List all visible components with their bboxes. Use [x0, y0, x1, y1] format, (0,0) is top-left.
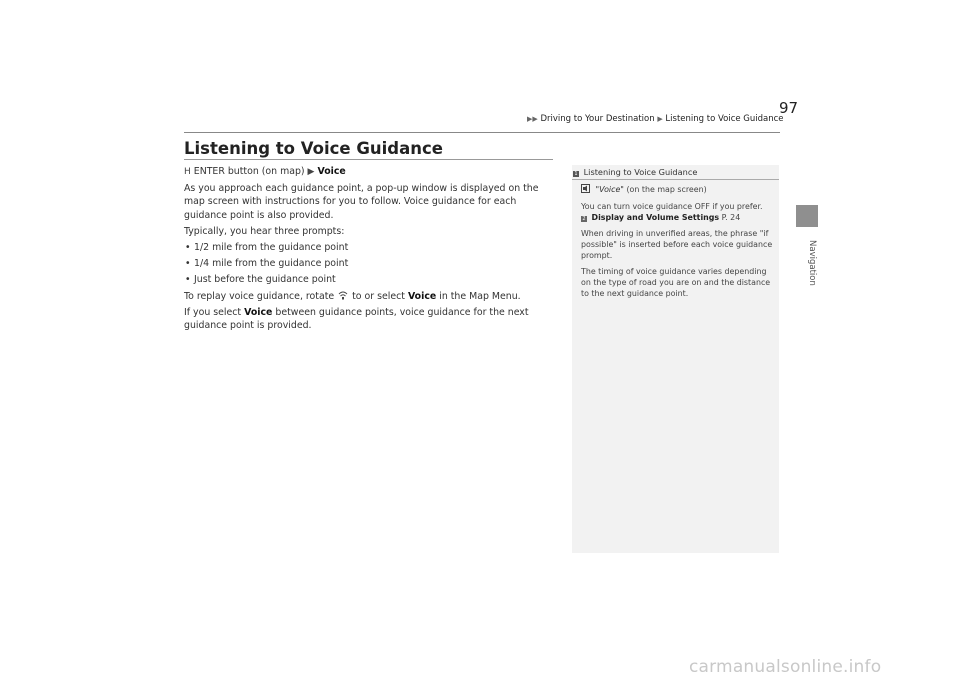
replay-paragraph [184, 290, 552, 303]
voice-label: Voice [407, 290, 437, 302]
settings-link-page[interactable]: P. 24 [721, 213, 741, 222]
section-tab-marker [796, 205, 818, 227]
paragraph: As you approach each guidance point, a pop-up window is displayed on the map screen with instructions for you to follow. Voice guidance for each guidance point is also provided. [184, 183, 539, 221]
sidebar-note-text: You can turn voice guidance OFF if you prefer. [581, 202, 763, 211]
page-title: Listening to Voice Guidance [184, 139, 443, 158]
page-number: 97 [779, 99, 799, 117]
main-content [184, 165, 552, 335]
sidebar-note: The timing of voice guidance varies depending on the type of road you are on and the distance to the next guidance point. [581, 267, 771, 298]
list-item: • 1/4 mile from the guidance point [184, 257, 552, 270]
section-tab-label: Navigation [807, 240, 817, 286]
interface-dial-icon [338, 290, 348, 300]
settings-link[interactable]: Display and Volume Settings [591, 213, 720, 222]
heading-rule [184, 159, 553, 160]
note-marker-icon: 1 [574, 171, 578, 177]
replay-text: to or select [352, 290, 405, 302]
nav-target: Voice [317, 166, 346, 177]
title-rule [184, 132, 780, 133]
nav-path [184, 165, 552, 179]
paragraph: Typically, you hear three prompts: [184, 225, 345, 237]
breadcrumb [527, 114, 784, 124]
replay-text: To replay voice guidance, rotate [184, 290, 335, 302]
sidebar-title: Listening to Voice Guidance [583, 167, 698, 177]
breadcrumb-arrow-icon: ▶ [657, 115, 663, 123]
talk-button-icon [581, 184, 590, 193]
breadcrumb-item[interactable]: Driving to Your Destination [540, 114, 655, 124]
arrow-right-icon: ▶ [307, 167, 315, 177]
section-tab-label-wrap [780, 232, 834, 286]
reference-arrow-icon: 2 [582, 216, 586, 222]
voice-label: Voice [244, 306, 273, 318]
voice-note: (on the map screen) [626, 185, 707, 194]
prompt-list [184, 241, 552, 287]
nav-prefix: ENTER button (on map) [193, 166, 305, 177]
sidebar-note [581, 201, 773, 223]
sidebar-header [572, 165, 779, 180]
watermark: carmanualsonline.info [689, 657, 882, 677]
breadcrumb-item[interactable]: Listening to Voice Guidance [665, 114, 784, 124]
sidebar-note: When driving in unverified areas, the phrase "if possible" is inserted before each voice guidance prompt. [581, 229, 773, 260]
sidebar-body [581, 184, 773, 304]
voice-command-line [581, 184, 773, 195]
select-paragraph [184, 306, 552, 332]
voice-command: "Voice" [595, 185, 624, 194]
list-item: • 1/2 mile from the guidance point [184, 241, 552, 254]
breadcrumb-arrow-icon: ▶▶ [527, 115, 538, 123]
replay-text: in the Map Menu. [439, 290, 521, 302]
list-item: • Just before the guidance point [184, 273, 552, 286]
select-text: between guidance points, voice guidance for the next guidance point is provided. [184, 306, 529, 332]
select-text: If you select [184, 306, 242, 318]
home-button-icon: H [184, 167, 191, 177]
notes-sidebar [572, 165, 779, 553]
